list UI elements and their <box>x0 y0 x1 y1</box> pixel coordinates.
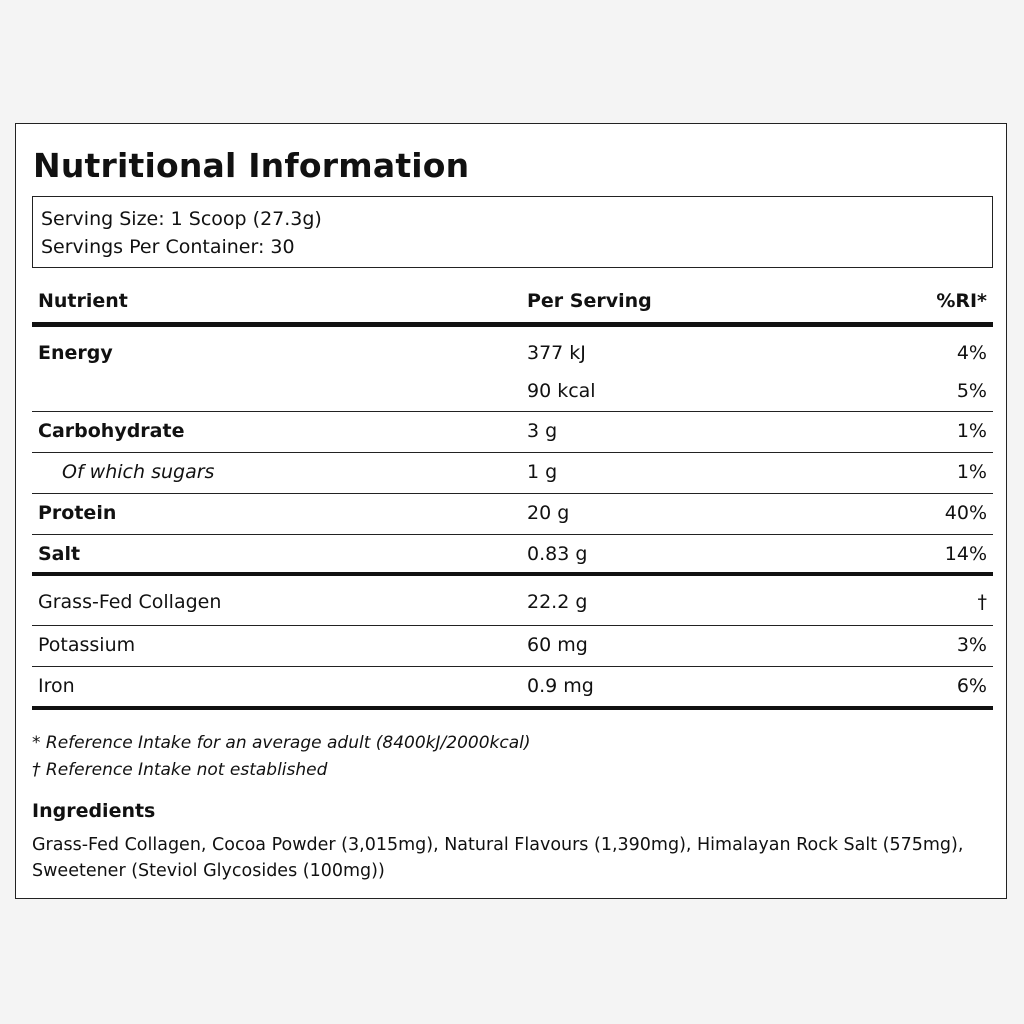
nutrient-value: 377 kJ <box>527 342 586 364</box>
nutrient-ri: 3% <box>956 634 987 656</box>
ri-footnote: * Reference Intake for an average adult (8400kJ/2000kcal) <box>32 733 531 753</box>
serving-size: Serving Size: 1 Scoop (27.3g) <box>41 208 322 230</box>
table-header-row <box>32 282 993 327</box>
nutrition-label <box>15 123 1007 899</box>
table-row-protein <box>32 494 993 535</box>
table-row-potassium <box>32 626 993 667</box>
nutrition-table <box>32 282 993 710</box>
nutrient-ri: 1% <box>956 420 987 442</box>
nutrient-value: 0.9 mg <box>527 675 594 697</box>
nutrient-ri: 40% <box>944 502 987 524</box>
nutrient-name: Salt <box>38 543 81 565</box>
nutrient-name: Potassium <box>38 634 136 656</box>
table-row-iron <box>32 667 993 710</box>
dagger-footnote: † Reference Intake not established <box>32 760 328 780</box>
nutrient-value: 3 g <box>527 420 558 442</box>
nutrient-ri: 5% <box>956 380 987 402</box>
nutrient-ri: † <box>977 591 987 613</box>
nutrient-value: 90 kcal <box>527 380 596 402</box>
header-per-serving: Per Serving <box>527 290 652 312</box>
nutrient-value: 0.83 g <box>527 543 588 565</box>
table-row-energy-kj <box>32 327 993 368</box>
table-row-collagen <box>32 576 993 626</box>
nutrient-name: Protein <box>38 502 117 524</box>
header-ri: %RI* <box>936 290 987 312</box>
label-title: Nutritional Information <box>33 146 470 185</box>
nutrient-name: Grass-Fed Collagen <box>38 591 222 613</box>
nutrient-ri: 4% <box>956 342 987 364</box>
footnotes <box>32 730 531 784</box>
nutrient-ri: 1% <box>956 461 987 483</box>
table-row-salt <box>32 535 993 576</box>
nutrient-ri: 14% <box>944 543 987 565</box>
servings-per-container: Servings Per Container: 30 <box>41 236 295 258</box>
nutrient-name: Iron <box>38 675 75 697</box>
serving-info-box <box>32 196 993 268</box>
nutrient-value: 1 g <box>527 461 558 483</box>
ingredients-title: Ingredients <box>32 800 156 822</box>
nutrient-name: Energy <box>38 342 113 364</box>
header-nutrient: Nutrient <box>38 290 128 312</box>
nutrient-ri: 6% <box>956 675 987 697</box>
table-row-energy-kcal <box>32 368 993 412</box>
nutrient-value: 22.2 g <box>527 591 588 613</box>
nutrient-name: Carbohydrate <box>38 420 185 442</box>
ingredients-text: Grass-Fed Collagen, Cocoa Powder (3,015mg), Natural Flavours (1,390mg), Himalayan Rock Salt (575mg), Sweetener (Steviol Glycosides (100mg)) <box>32 835 964 881</box>
nutrient-value: 20 g <box>527 502 570 524</box>
nutrient-value: 60 mg <box>527 634 588 656</box>
nutrient-name: Of which sugars <box>62 461 215 483</box>
table-row-carbohydrate <box>32 412 993 453</box>
table-row-sugars <box>32 453 993 494</box>
